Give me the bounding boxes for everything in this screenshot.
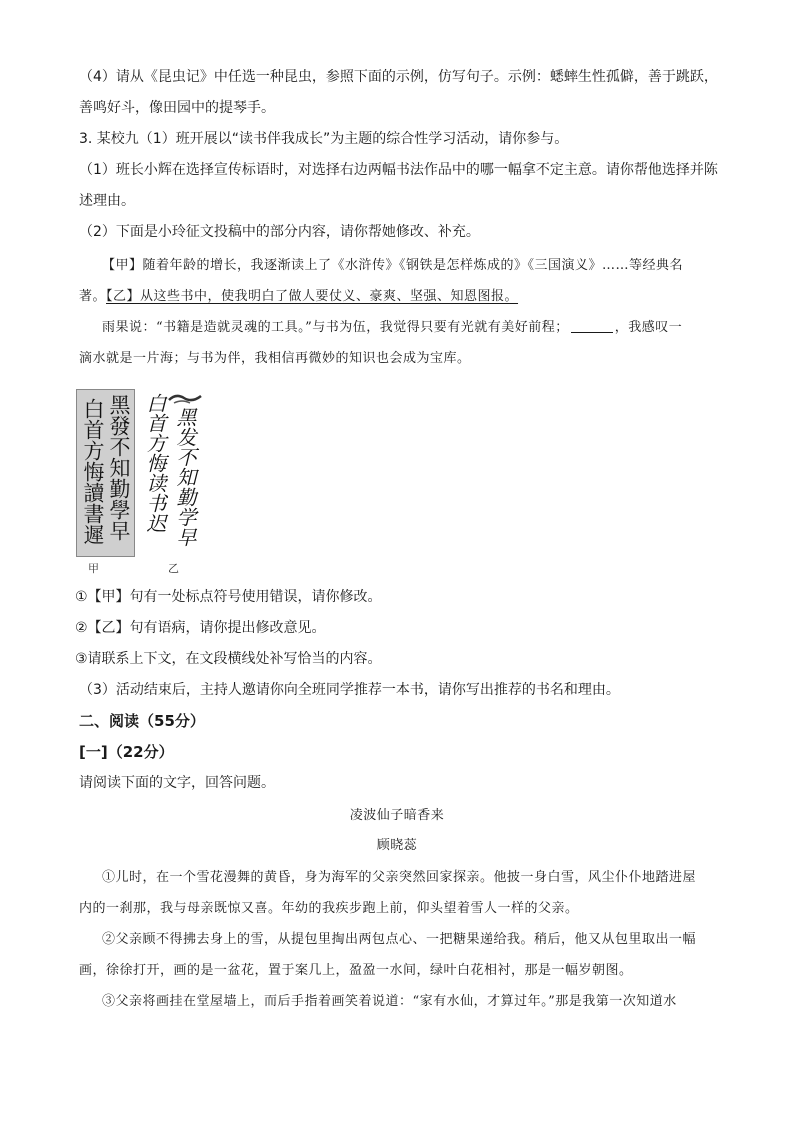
- paragraph-3-line-1: ③父亲将画挂在堂屋墙上，而后手指着画笑着说道：“家有水仙，才算过年。”那是我第一次知道水: [102, 994, 677, 1009]
- sub-question-2: ②【乙】句有语病，请你提出修改意见。: [75, 620, 326, 636]
- essay-line-2: [79, 287, 518, 307]
- brush-stroke-icon: [168, 391, 202, 407]
- paragraph-2-line-1: ②父亲顾不得拂去身上的雪，从提包里掏出两包点心、一把糖果递给我。稍后，他又从包里取出一幅: [102, 932, 697, 947]
- calligraphy-b-caption: 乙: [168, 562, 179, 575]
- paragraph-1-line-1: ①儿时，在一个雪花漫舞的黄昏，身为海军的父亲突然回家探亲。他披一身白雪，风尘仆仆地踏进屋: [102, 870, 697, 885]
- essay-line-3-end: ，我感叹一: [614, 320, 683, 335]
- q3-part3: （3）活动结束后，主持人邀请你向全班同学推荐一本书，请你写出推荐的书名和理由。: [79, 682, 620, 698]
- essay-line-4: 滴水就是一片海；与书为伴，我相信再微妙的知识也会成为宝库。: [79, 351, 471, 366]
- essay-line-2-start: 著。: [79, 289, 107, 304]
- article-author: 顾晓蕊: [376, 838, 418, 853]
- essay-line-3-start: 雨果说：“书籍是造就灵魂的工具。”与书为伍，我觉得只要有光就有美好前程；: [102, 320, 569, 335]
- calligraphy-a-left-column: 白首方悔讀書遲: [81, 398, 105, 545]
- q3-part1-line-2: 述理由。: [79, 193, 135, 209]
- calligraphy-b-left-column: 白首方悔读书迟: [143, 393, 167, 533]
- essay-line-3: [102, 318, 682, 338]
- calligraphy-b-right-column: 黑发不知勤学早: [173, 407, 197, 547]
- section-2-part-1: [一]（22分）: [79, 743, 174, 761]
- paragraph-1-line-2: 内的一刹那，我与母亲既惊又喜。年幼的我疾步跑上前，仰头望着雪人一样的父亲。: [79, 901, 579, 916]
- paragraph-2-line-2: 画，徐徐打开，画的是一盆花，置于案几上，盈盈一水间，绿叶白花相衬，那是一幅岁朝图。: [79, 963, 633, 978]
- sub-question-1: ①【甲】句有一处标点符号使用错误，请你修改。: [75, 589, 382, 605]
- q4-line-2: 善鸣好斗，像田园中的提琴手。: [79, 100, 275, 116]
- calligraphy-b-image: [140, 389, 202, 561]
- q3-title: 3. 某校九（1）班开展以“读书伴我成长”为主题的综合性学习活动，请你参与。: [79, 131, 569, 147]
- article-title: 凌波仙子暗香来: [349, 808, 445, 823]
- calligraphy-a-caption: 甲: [88, 562, 99, 575]
- q4-line-1: （4）请从《昆虫记》中任选一种昆虫，参照下面的示例，仿写句子。示例：蟋蟀生性孤僻，善于跳跃，: [79, 69, 718, 85]
- q3-part1-line-1: （1）班长小辉在选择宣传标语时，对选择右边两幅书法作品中的哪一幅拿不定主意。请你帮他选择并陈: [79, 162, 718, 178]
- q3-part2: （2）下面是小玲征文投稿中的部分内容，请你帮她修改、补充。: [79, 224, 480, 240]
- section-2-heading: 二、阅读（55分）: [79, 712, 205, 730]
- reading-instruction: 请阅读下面的文字，回答问题。: [79, 775, 275, 791]
- calligraphy-a-image: [76, 389, 135, 557]
- essay-sentence-yi: 【乙】从这些书中，使我明白了做人要仗义、豪爽、坚强、知恩图报。: [106, 289, 519, 304]
- calligraphy-a-right-column: 黑發不知勤學早: [107, 394, 131, 541]
- fill-in-blank[interactable]: [571, 318, 613, 333]
- essay-line-1: 【甲】随着年龄的增长，我逐渐读上了《水浒传》《钢铁是怎样炼成的》《三国演义》……等经典名: [102, 258, 684, 273]
- sub-question-3: ③请联系上下文，在文段横线处补写恰当的内容。: [75, 651, 382, 667]
